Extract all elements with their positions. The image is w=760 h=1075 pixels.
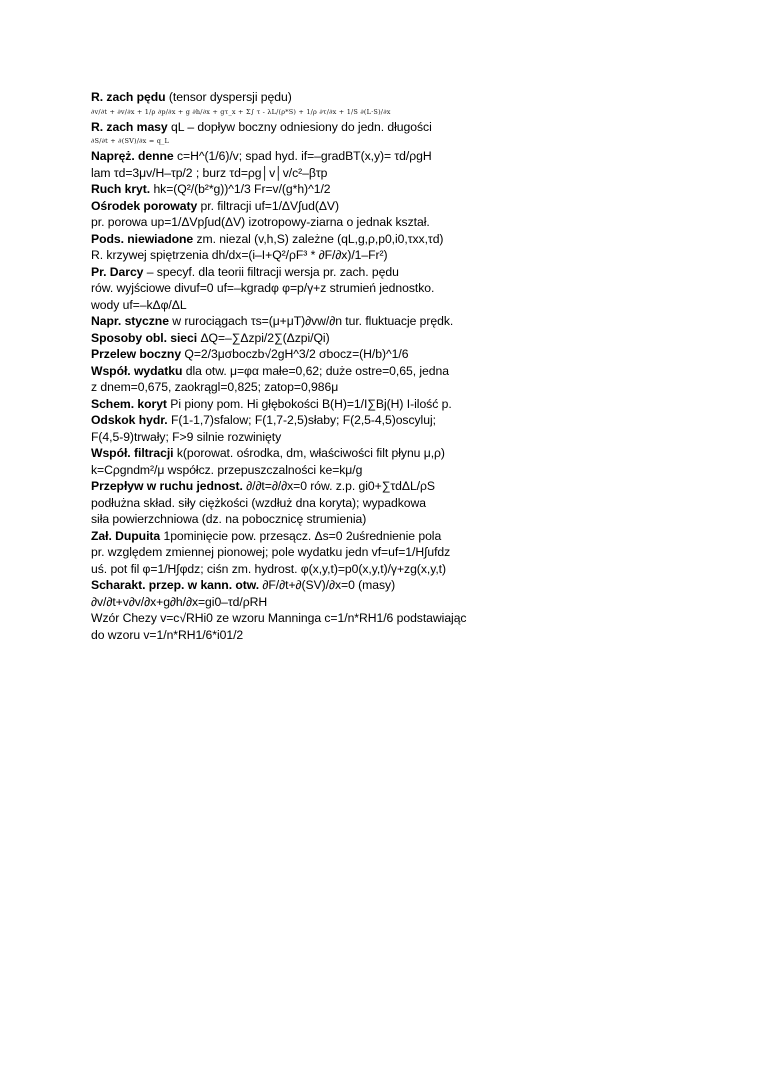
note-line	[91, 445, 491, 462]
note-heading: Scharakt. przep. w kann. otw.	[91, 578, 260, 592]
note-line	[91, 610, 491, 627]
note-text: hk=(Q²/(b²*g))^1/3 Fr=v/(g*h)^1/2	[150, 182, 331, 196]
note-heading: Przelew boczny	[91, 347, 182, 361]
formula-notes	[91, 89, 491, 643]
note-text: 1pominięcie pow. przesącz. Δs=0 2uśrednienie pola	[160, 528, 442, 543]
note-line	[91, 363, 491, 380]
note-line	[91, 577, 491, 594]
note-line	[91, 297, 491, 314]
note-text: wody uf=–kΔφ/ΔL	[91, 297, 187, 312]
note-text: pr. filtracji uf=1/ΔV∫ud(ΔV)	[197, 198, 340, 213]
note-text: ∂/∂t=∂/∂x=0 rów. z.p. gi0+∑τdΔL/ρS	[242, 479, 435, 493]
note-text: R. krzywej spiętrzenia dh/dx=(i–I+Q²/ρF³ * ∂F/∂x)/1–Fr²)	[91, 248, 388, 262]
note-text: k(porowat. ośrodka, dm, właściwości filt płynu μ,ρ)	[173, 446, 445, 460]
note-text: do wzoru v=1/n*RH1/6*i01/2	[91, 627, 244, 642]
note-text: rów. wyjściowe divuf=0 uf=–kgradφ φ=p/γ+z strumień jednostko.	[91, 281, 435, 295]
note-line	[91, 396, 491, 413]
note-heading: Pr. Darcy	[91, 264, 144, 279]
note-heading: Sposoby obl. sieci	[91, 330, 198, 345]
note-heading: Przepływ w ruchu jednost.	[91, 479, 243, 493]
note-text: w rurociągach τs=(μ+μT)∂vw/∂n tur. fluktuacje prędk.	[168, 314, 454, 328]
note-line	[91, 181, 491, 198]
note-text: dla otw. μ=φα małe=0,62; duże ostre=0,65, jedna	[182, 363, 449, 378]
note-line	[91, 330, 491, 347]
note-text: c=H^(1/6)/v; spad hyd. if=–gradBT(x,y)= τd/ρgH	[173, 149, 432, 163]
note-heading: Napręż. denne	[91, 149, 174, 163]
note-text: qL – dopływ boczny odniesiony do jedn. długości	[167, 119, 432, 134]
note-line	[91, 627, 491, 644]
note-line	[91, 511, 491, 528]
note-heading: R. zach pędu	[91, 90, 166, 104]
note-line	[91, 280, 491, 297]
note-text: F(1-1,7)sfalow; F(1,7-2,5)słaby; F(2,5-4,5)oscyluj;	[167, 413, 436, 427]
note-text: podłużna skład. siły ciężkości (wzdłuż dna koryta); wypadkowa	[91, 495, 426, 510]
note-text: ∂F/∂t+∂(SV)/∂x=0 (masy)	[259, 578, 396, 592]
note-line	[91, 462, 491, 479]
note-heading: Ruch kryt.	[91, 182, 151, 196]
note-text: Wzór Chezy v=c√RHi0 ze wzoru Manninga c=1/n*RH1/6 podstawiając	[91, 611, 467, 625]
note-text: ∂v/∂t+v∂v/∂x+g∂h/∂x=gi0–τd/ρRH	[91, 594, 268, 609]
note-line	[91, 544, 491, 561]
note-line	[91, 412, 491, 429]
note-text: – specyf. dla teorii filtracji wersja pr. zach. pędu	[143, 264, 399, 279]
note-heading: Ośrodek porowaty	[91, 198, 198, 213]
note-line	[91, 495, 491, 512]
note-heading: Pods. niewiadone	[91, 231, 194, 246]
note-heading: Współ. filtracji	[91, 446, 174, 460]
note-heading: Schem. koryt	[91, 396, 167, 411]
note-text: Q=2/3μσboczb√2gH^3/2 σbocz=(H/b)^1/6	[181, 347, 409, 361]
note-line	[91, 478, 491, 495]
note-line	[91, 528, 491, 545]
note-line	[91, 561, 491, 578]
note-text: zm. niezal (v,h,S) zależne (qL,g,ρ,p0,i0,τxx,τd)	[193, 231, 444, 246]
note-line	[91, 346, 491, 363]
note-text: pr. względem zmiennej pionowej; pole wydatku jedn vf=uf=1/H∫ufdz	[91, 545, 451, 559]
note-line	[91, 264, 491, 281]
note-line	[91, 148, 491, 165]
note-line	[91, 119, 491, 136]
note-text: k=Cρgndm²/μ współcz. przepuszczalności ke=kμ/g	[91, 462, 363, 477]
note-text: Pi piony pom. Hi głębokości B(H)=1/I∑Bj(H) I-ilość p.	[166, 396, 452, 411]
note-line	[91, 247, 491, 264]
formula-line: ∂S/∂t + ∂(SV)/∂x = q_L	[91, 137, 170, 145]
note-heading: Odskok hydr.	[91, 413, 168, 427]
note-line	[91, 594, 491, 611]
note-text: F(4,5-9)trwały; F>9 silnie rozwinięty	[91, 429, 282, 444]
note-line	[91, 429, 491, 446]
note-line	[91, 89, 491, 106]
note-text: z dnem=0,675, zaokrągl=0,825; zatop=0,986μ	[91, 380, 339, 394]
note-text: ΔQ=–∑Δzpi/2∑(Δzpi/Qi)	[197, 330, 330, 345]
note-heading: Zał. Dupuita	[91, 528, 161, 543]
note-text: siła powierzchniowa (dz. na pobocznicę strumienia)	[91, 512, 367, 526]
note-line	[91, 198, 491, 215]
formula-line: ∂v/∂t + ∂v/∂x + 1/ρ ∂p/∂x + g ∂h/∂x + gτ_x + Σ∫ τ - λL/(ρ*S) + 1/ρ ∂τ/∂x + 1/S ∂(L·S)/∂x	[91, 107, 391, 116]
note-line	[91, 313, 491, 330]
note-heading: Współ. wydatku	[91, 363, 183, 378]
note-text: pr. porowa up=1/ΔVp∫ud(ΔV) izotropowy-ziarna o jednak kształ.	[91, 215, 430, 229]
note-heading: R. zach masy	[91, 119, 168, 134]
note-line	[91, 379, 491, 396]
note-line	[91, 165, 491, 182]
note-line	[91, 231, 491, 248]
note-text: uś. pot fil φ=1/H∫φdz; ciśn zm. hydrost. φ(x,y,t)=p0(x,y,t)/γ+zg(x,y,t)	[91, 561, 447, 576]
note-heading: Napr. styczne	[91, 314, 169, 328]
note-text: (tensor dyspersji pędu)	[165, 90, 292, 104]
note-line	[91, 214, 491, 231]
note-text: lam τd=3μv/H–τp/2 ; burz τd=ρg│v│v/c²–βτp	[91, 165, 328, 180]
